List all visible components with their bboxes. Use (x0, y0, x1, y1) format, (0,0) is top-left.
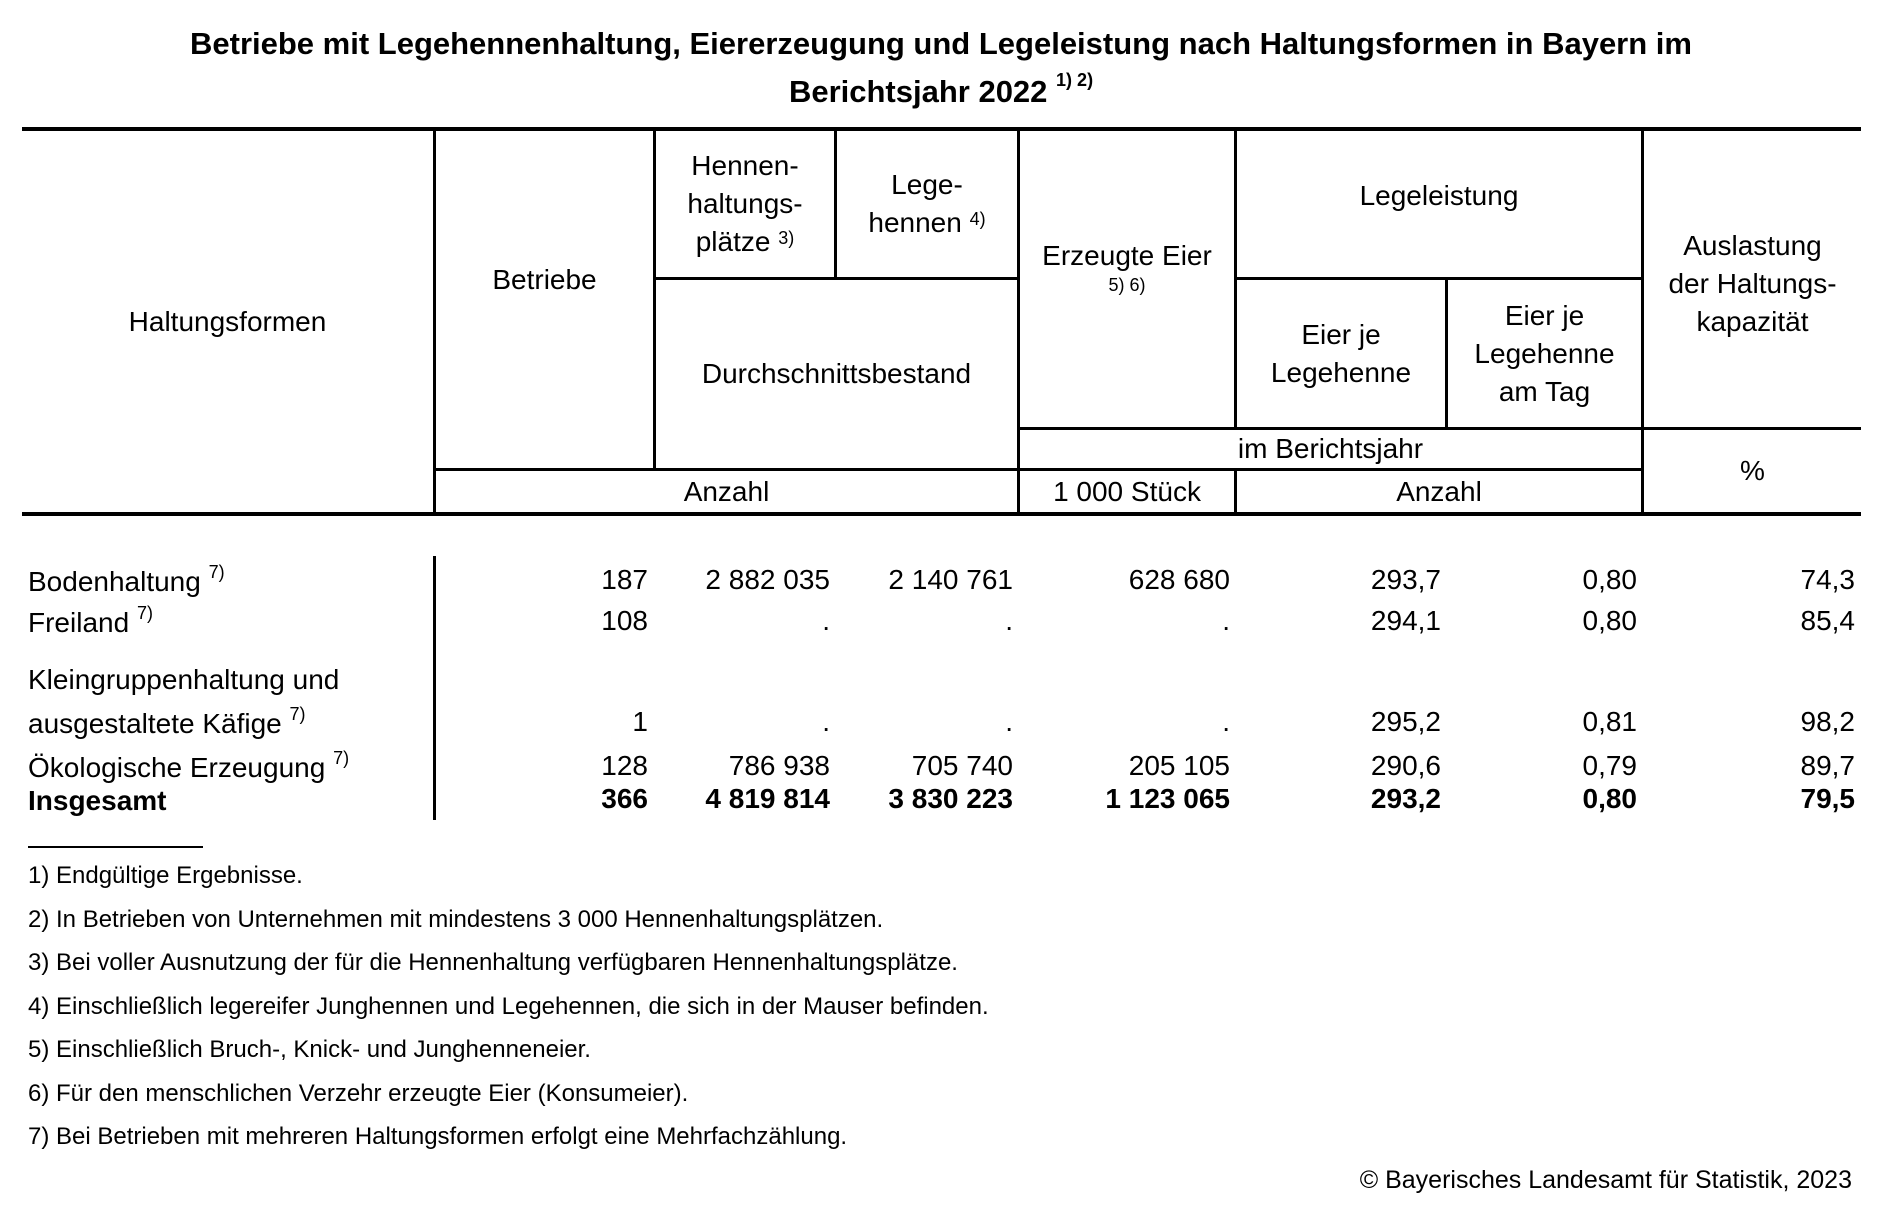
header-hennenhaltungsplaetze: Hennen- haltungs- plätze $^{3)}$ (687, 150, 803, 257)
cell-betriebe: 128 (601, 750, 648, 781)
cell-legehennen: 3 830 223 (888, 783, 1013, 814)
copyright-credit: © Bayerisches Landesamt für Statistik, 2023 (1359, 1166, 1852, 1194)
header-betriebe: Betriebe (492, 263, 597, 295)
cell-auslastung: 89,7 (1800, 750, 1855, 781)
header-bottom-rule (22, 512, 1861, 516)
row-label: Ökologische Erzeugung $^{7)}$ (28, 748, 350, 783)
cell-plaetze: . (822, 605, 830, 636)
header-erzeugte-eier: Erzeugte Eier 5) 6) (1042, 240, 1212, 295)
cell-legehennen: 2 140 761 (888, 564, 1013, 595)
header-legehennen: Lege- hennen $^{4)}$ (868, 169, 986, 238)
header-legeleistung: Legeleistung (1359, 180, 1519, 211)
cell-betriebe: 1 (632, 706, 648, 737)
row-label: Bodenhaltung $^{7)}$ (28, 562, 225, 597)
row-label: ausgestaltete Käfige $^{7)}$ (28, 704, 306, 739)
header-durchschnittsbestand: Durchschnittsbestand (701, 358, 972, 389)
cell-eier: 205 105 (1128, 750, 1230, 781)
cell-auslastung: 79,5 (1800, 783, 1855, 814)
cell-legehennen: . (1005, 605, 1013, 636)
cell-plaetze: . (822, 706, 830, 737)
cell-eier-tag: 0,81 (1582, 706, 1637, 737)
cell-plaetze: 4 819 814 (705, 783, 830, 814)
header-im-berichtsjahr: im Berichtsjahr (1237, 433, 1424, 464)
cell-legehennen: 705 740 (911, 750, 1013, 781)
cell-auslastung: 98,2 (1800, 706, 1855, 737)
row-label: Insgesamt (28, 785, 167, 816)
cell-eier-je: 293,7 (1370, 564, 1441, 595)
footnote-ref-3: 3) (778, 228, 795, 248)
header-auslastung: Auslastung der Haltungs- kapazität (1668, 230, 1837, 337)
cell-auslastung: 74,3 (1800, 564, 1855, 595)
cell-plaetze: 2 882 035 (705, 564, 830, 595)
table-title-year: Berichtsjahr 2022 (788, 74, 1048, 109)
row-label: Freiland $^{7)}$ (28, 603, 153, 638)
cell-eier-je: 295,2 (1370, 706, 1441, 737)
title-footnote-refs: 1) 2) (1056, 70, 1094, 90)
cell-eier: . (1222, 605, 1230, 636)
header-eier-je-legehenne-am-tag: Eier je Legehenne am Tag (1474, 299, 1615, 407)
row-label-line1: Kleingruppenhaltung und (28, 664, 340, 695)
footnote-ref-7: 7) (289, 704, 306, 724)
cell-eier-tag: 0,80 (1582, 605, 1637, 636)
footnote-ref-7: 7) (208, 562, 225, 582)
cell-plaetze: 786 938 (728, 750, 830, 781)
table-title-line2 (0, 70, 1882, 110)
footnote-ref-7: 7) (136, 603, 153, 623)
cell-eier-je: 294,1 (1370, 605, 1441, 636)
footnote-item: 6) Für den menschlichen Verzehr erzeugte Eier (Konsumeier). (28, 1079, 689, 1107)
footnote-item: 2) In Betrieben von Unternehmen mit mindestens 3 000 Hennenhaltungsplätzen. (28, 905, 884, 933)
footnote-ref-4: 4) (969, 209, 986, 229)
footnote-item: 4) Einschließlich legereifer Junghennen und Legehennen, die sich in der Mauser befinden. (28, 992, 989, 1020)
cell-betriebe: 366 (601, 783, 648, 814)
unit-anzahl-right: Anzahl (1396, 475, 1482, 507)
header-haltungsformen: Haltungsformen (128, 305, 327, 337)
unit-anzahl-left: Anzahl (683, 475, 770, 507)
cell-legehennen: . (1005, 706, 1013, 737)
cell-eier-tag: 0,80 (1582, 564, 1637, 595)
footnote-item: 3) Bei voller Ausnutzung der für die Hennenhaltung verfügbaren Hennenhaltungsplätze. (28, 949, 958, 976)
table-title-line1: Betriebe mit Legehennenhaltung, Eiererzeugung und Legeleistung nach Haltungsformen in Bayern im (190, 26, 1692, 61)
cell-betriebe: 187 (601, 564, 648, 595)
unit-1000-stueck: 1 000 Stück (1053, 475, 1201, 507)
cell-auslastung: 85,4 (1800, 605, 1855, 636)
cell-eier-tag: 0,79 (1582, 750, 1637, 781)
cell-eier: . (1222, 706, 1230, 737)
cell-eier: 628 680 (1128, 564, 1230, 595)
cell-eier-je: 293,2 (1370, 783, 1441, 814)
footnote-item: 5) Einschließlich Bruch-, Knick- und Junghenneneier. (28, 1036, 591, 1063)
stub-divider (433, 556, 436, 820)
cell-eier: 1 123 065 (1105, 783, 1230, 814)
footnote-item: 7) Bei Betrieben mit mehreren Haltungsformen erfolgt eine Mehrfachzählung. (28, 1123, 848, 1150)
footnote-separator (28, 846, 203, 848)
cell-betriebe: 108 (601, 605, 648, 636)
footnote-ref-7: 7) (333, 748, 350, 768)
cell-eier-tag: 0,80 (1582, 783, 1637, 814)
footnote-ref-5-6: 5) 6) (1108, 275, 1146, 295)
footnote-item: 1) Endgültige Ergebnisse. (28, 862, 303, 889)
header-eier-je-legehenne: Eier je Legehenne (1270, 318, 1412, 388)
cell-eier-je: 290,6 (1370, 750, 1441, 781)
unit-percent: % (1740, 455, 1765, 486)
